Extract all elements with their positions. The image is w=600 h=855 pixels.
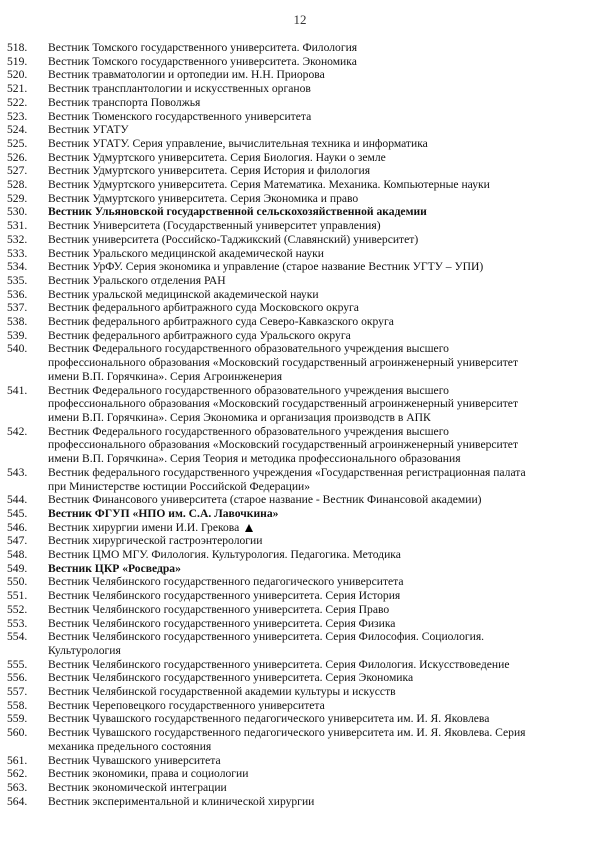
list-item <box>0 493 600 507</box>
entry-title-line: Вестник Чувашского университета <box>48 753 221 767</box>
list-item <box>0 82 600 96</box>
entry-title <box>48 521 600 535</box>
entry-title <box>48 96 600 110</box>
entry-number: 534. <box>7 260 28 274</box>
list-item <box>0 288 600 302</box>
list-item <box>0 68 600 82</box>
entry-title-line: Вестник хирургии имени И.И. Грекова <box>48 520 240 534</box>
entry-title-line: Вестник трансплантологии и искусственных органов <box>48 82 311 96</box>
entry-number: 538. <box>7 315 28 329</box>
entry-title <box>48 288 600 302</box>
entry-number: 562. <box>7 767 28 781</box>
entry-number: 543. <box>7 465 28 479</box>
list-item <box>0 699 600 713</box>
entry-number: 537. <box>7 301 28 315</box>
entry-title <box>48 151 600 165</box>
entry-title-line: Вестник Федерального государственного образовательного учреждения высшего <box>48 383 449 397</box>
entry-title-line: Вестник Удмуртского университета. Серия Экономика и право <box>48 191 359 205</box>
list-item <box>0 342 600 383</box>
list-item <box>0 123 600 137</box>
list-item <box>0 219 600 233</box>
list-item <box>0 384 600 425</box>
entry-title-line: Вестник Федерального государственного образовательного учреждения высшего <box>48 342 449 356</box>
entry-number: 519. <box>7 54 28 68</box>
entry-title <box>48 123 600 137</box>
entry-title <box>48 55 600 69</box>
entry-title <box>48 507 600 521</box>
entry-number: 518. <box>7 41 28 54</box>
list-item <box>0 151 600 165</box>
entry-title-line: Вестник Тюменского государственного университета <box>48 109 312 123</box>
entry-number: 561. <box>7 753 28 767</box>
entry-number: 529. <box>7 191 28 205</box>
entry-number: 555. <box>7 657 28 671</box>
entry-title-line: Культурология <box>48 643 121 657</box>
entry-title-line: профессионального образования «Московский государственный агроинженерный университет <box>48 397 519 411</box>
entry-title-line: Вестник хирургической гастроэнтерологии <box>48 534 263 548</box>
list-item <box>0 247 600 261</box>
journal-list <box>0 41 600 808</box>
entry-title-line: Вестник Чувашского государственного педагогического университета им. И. Я. Яковлева. Серия <box>48 726 526 740</box>
list-item <box>0 137 600 151</box>
entry-number: 526. <box>7 150 28 164</box>
entry-title-line: Вестник уральской медицинской академической науки <box>48 287 319 301</box>
entry-title-line: Вестник экономики, права и социологии <box>48 767 249 781</box>
entry-number: 557. <box>7 685 28 699</box>
entry-title <box>48 68 600 82</box>
list-item <box>0 767 600 781</box>
entry-title-line: Вестник федерального арбитражного суда Московского округа <box>48 301 359 315</box>
entry-title <box>48 110 600 124</box>
entry-title-line: Вестник федерального арбитражного суда Северо-Кавказского округа <box>48 315 394 329</box>
entry-title <box>48 164 600 178</box>
entry-number: 552. <box>7 602 28 616</box>
entry-title <box>48 301 600 315</box>
entry-title-line: Вестник Уральского медицинской академической науки <box>48 246 324 260</box>
entry-title <box>48 589 600 603</box>
entry-number: 548. <box>7 548 28 562</box>
entry-number: 530. <box>7 205 28 219</box>
entry-number: 550. <box>7 575 28 589</box>
entry-title <box>48 192 600 206</box>
entry-number: 524. <box>7 123 28 137</box>
entry-number: 553. <box>7 616 28 630</box>
entry-number: 546. <box>7 520 28 534</box>
entry-number: 542. <box>7 424 28 438</box>
entry-number: 528. <box>7 178 28 192</box>
entry-title <box>48 466 600 493</box>
entry-number: 533. <box>7 246 28 260</box>
entry-title-line: Вестник Федерального государственного образовательного учреждения высшего <box>48 424 449 438</box>
list-item <box>0 110 600 124</box>
entry-title <box>48 493 600 507</box>
list-item <box>0 55 600 69</box>
list-item <box>0 521 600 535</box>
entry-number: 554. <box>7 630 28 644</box>
entry-title <box>48 260 600 274</box>
entry-title <box>48 274 600 288</box>
entry-title-line: Вестник Удмуртского университета. Серия История и филология <box>48 164 371 178</box>
list-item <box>0 301 600 315</box>
list-item <box>0 192 600 206</box>
entry-title-line: Вестник Удмуртского университета. Серия Математика. Механика. Компьютерные науки <box>48 178 490 192</box>
entry-title <box>48 767 600 781</box>
entry-title <box>48 425 600 466</box>
entry-title <box>48 726 600 753</box>
entry-title-line-with-marker <box>48 521 600 535</box>
entry-title-line: имени В.П. Горячкина». Серия Экономика и организация производств в АПК <box>48 410 431 424</box>
list-item <box>0 671 600 685</box>
list-item <box>0 562 600 576</box>
entry-title-line: Вестник УГАТУ <box>48 123 129 137</box>
page-number: 12 <box>293 12 307 27</box>
entry-number: 532. <box>7 232 28 246</box>
entry-title-line: Вестник Ульяновской государственной сельскохозяйственной академии <box>48 205 427 219</box>
entry-number: 535. <box>7 273 28 287</box>
entry-title <box>48 671 600 685</box>
entry-title <box>48 534 600 548</box>
entry-number: 523. <box>7 109 28 123</box>
entry-number: 563. <box>7 780 28 794</box>
entry-title-line: Вестник Уральского отделения РАН <box>48 273 226 287</box>
entry-title <box>48 342 600 383</box>
entry-number: 520. <box>7 68 28 82</box>
entry-title-line: Вестник Челябинского государственного университета. Серия Экономика <box>48 671 414 685</box>
entry-title-line: Вестник травматологии и ортопедии им. Н.Н. Приорова <box>48 68 325 82</box>
entry-title-line: Вестник Финансового университета (старое название - Вестник Финансовой академии) <box>48 493 482 507</box>
entry-title <box>48 137 600 151</box>
list-item <box>0 96 600 110</box>
entry-title <box>48 233 600 247</box>
entry-title <box>48 41 600 55</box>
entry-title-line: Вестник ЦМО МГУ. Филология. Культурология. Педагогика. Методика <box>48 548 401 562</box>
entry-title <box>48 603 600 617</box>
list-item <box>0 754 600 768</box>
entry-title-line: Вестник Университета (Государственный университет управления) <box>48 219 381 233</box>
entry-title-line: профессионального образования «Московский государственный агроинженерный университет <box>48 438 519 452</box>
list-item <box>0 466 600 493</box>
list-item <box>0 795 600 809</box>
list-item <box>0 575 600 589</box>
entry-number: 541. <box>7 383 28 397</box>
entry-title <box>48 329 600 343</box>
entry-title-line: Вестник Череповецкого государственного университета <box>48 698 325 712</box>
entry-title-line: Вестник Удмуртского университета. Серия Биология. Науки о земле <box>48 150 386 164</box>
entry-number: 540. <box>7 342 28 356</box>
list-item <box>0 726 600 753</box>
list-item <box>0 274 600 288</box>
entry-title-line: Вестник Челябинского государственного университета. Серия Философия. Социология. <box>48 630 485 644</box>
list-item <box>0 178 600 192</box>
entry-title-line: Вестник университета (Российско-Таджикский (Славянский) университет) <box>48 232 419 246</box>
entry-title <box>48 315 600 329</box>
list-item <box>0 507 600 521</box>
entry-title-line: Вестник Челябинского государственного университета. Серия История <box>48 589 401 603</box>
list-item <box>0 425 600 466</box>
entry-title-line: Вестник федерального государственного учреждения «Государственная регистрационная палата <box>48 465 526 479</box>
entry-number: 547. <box>7 534 28 548</box>
entry-number: 522. <box>7 95 28 109</box>
list-item <box>0 548 600 562</box>
entry-title-line: имени В.П. Горячкина». Серия Теория и методика профессионального образования <box>48 452 461 466</box>
entry-title-line: Вестник Чувашского государственного педагогического университета им. И. Я. Яковлева <box>48 712 490 726</box>
list-item <box>0 329 600 343</box>
entry-title <box>48 548 600 562</box>
entry-title <box>48 630 600 657</box>
entry-number: 564. <box>7 794 28 808</box>
entry-title <box>48 205 600 219</box>
entry-title-line: Вестник транспорта Поволжья <box>48 95 201 109</box>
list-item <box>0 233 600 247</box>
entry-title-line: Вестник Челябинского государственного университета. Серия Физика <box>48 616 396 630</box>
list-item <box>0 712 600 726</box>
list-item <box>0 205 600 219</box>
entry-title-line: имени В.П. Горячкина». Серия Агроинженерия <box>48 369 283 383</box>
entry-title <box>48 384 600 425</box>
list-item <box>0 315 600 329</box>
entry-title-line: Вестник Томского государственного университета. Филология <box>48 41 358 54</box>
entry-title-line: Вестник Томского государственного университета. Экономика <box>48 54 357 68</box>
triangle-marker-icon <box>245 524 253 532</box>
entry-title-line: Вестник Челябинского государственного университета. Серия Филология. Искусствоведение <box>48 657 510 671</box>
entry-number: 559. <box>7 712 28 726</box>
entry-title <box>48 617 600 631</box>
entry-title <box>48 795 600 809</box>
entry-title <box>48 247 600 261</box>
list-item <box>0 658 600 672</box>
entry-title-line: при Министерстве юстиции Российской Федерации» <box>48 479 311 493</box>
entry-title <box>48 754 600 768</box>
entry-number: 525. <box>7 136 28 150</box>
entry-number: 539. <box>7 328 28 342</box>
entry-title-line: механика предельного состояния <box>48 739 212 753</box>
entry-number: 544. <box>7 493 28 507</box>
entry-title-line: Вестник Челябинского государственного университета. Серия Право <box>48 602 390 616</box>
entry-title <box>48 562 600 576</box>
entry-title <box>48 82 600 96</box>
list-item <box>0 617 600 631</box>
entry-number: 545. <box>7 506 28 520</box>
list-item <box>0 603 600 617</box>
entry-title <box>48 685 600 699</box>
list-item <box>0 164 600 178</box>
entry-title <box>48 712 600 726</box>
entry-title <box>48 781 600 795</box>
list-item <box>0 685 600 699</box>
entry-title <box>48 575 600 589</box>
entry-title-line: Вестник УГАТУ. Серия управление, вычислительная техника и информатика <box>48 136 428 150</box>
entry-number: 558. <box>7 698 28 712</box>
entry-number: 521. <box>7 82 28 96</box>
entry-title-line: Вестник ФГУП «НПО им. С.А. Лавочкина» <box>48 506 279 520</box>
entry-title-line: Вестник федерального арбитражного суда Уральского округа <box>48 328 351 342</box>
entry-title-line: профессионального образования «Московский государственный агроинженерный университет <box>48 356 519 370</box>
entry-title <box>48 699 600 713</box>
list-item <box>0 534 600 548</box>
entry-title-line: Вестник Челябинского государственного педагогического университета <box>48 575 404 589</box>
entry-number: 549. <box>7 561 28 575</box>
entry-title-line: Вестник ЦКР «Росведра» <box>48 561 181 575</box>
entry-title-line: Вестник Челябинской государственной академии культуры и искусств <box>48 685 396 699</box>
entry-number: 531. <box>7 219 28 233</box>
entry-title <box>48 178 600 192</box>
entry-number: 536. <box>7 287 28 301</box>
list-item <box>0 41 600 55</box>
list-item <box>0 589 600 603</box>
entry-title-line: Вестник УрФУ. Серия экономика и управление (старое название Вестник УГТУ – УПИ) <box>48 260 484 274</box>
entry-number: 560. <box>7 726 28 740</box>
list-item <box>0 630 600 657</box>
list-item <box>0 260 600 274</box>
entry-title-line: Вестник экономической интеграции <box>48 780 227 794</box>
list-item <box>0 781 600 795</box>
entry-number: 556. <box>7 671 28 685</box>
entry-number: 527. <box>7 164 28 178</box>
entry-title-line: Вестник экспериментальной и клинической хирургии <box>48 794 315 808</box>
entry-number: 551. <box>7 589 28 603</box>
entry-title <box>48 219 600 233</box>
entry-title <box>48 658 600 672</box>
